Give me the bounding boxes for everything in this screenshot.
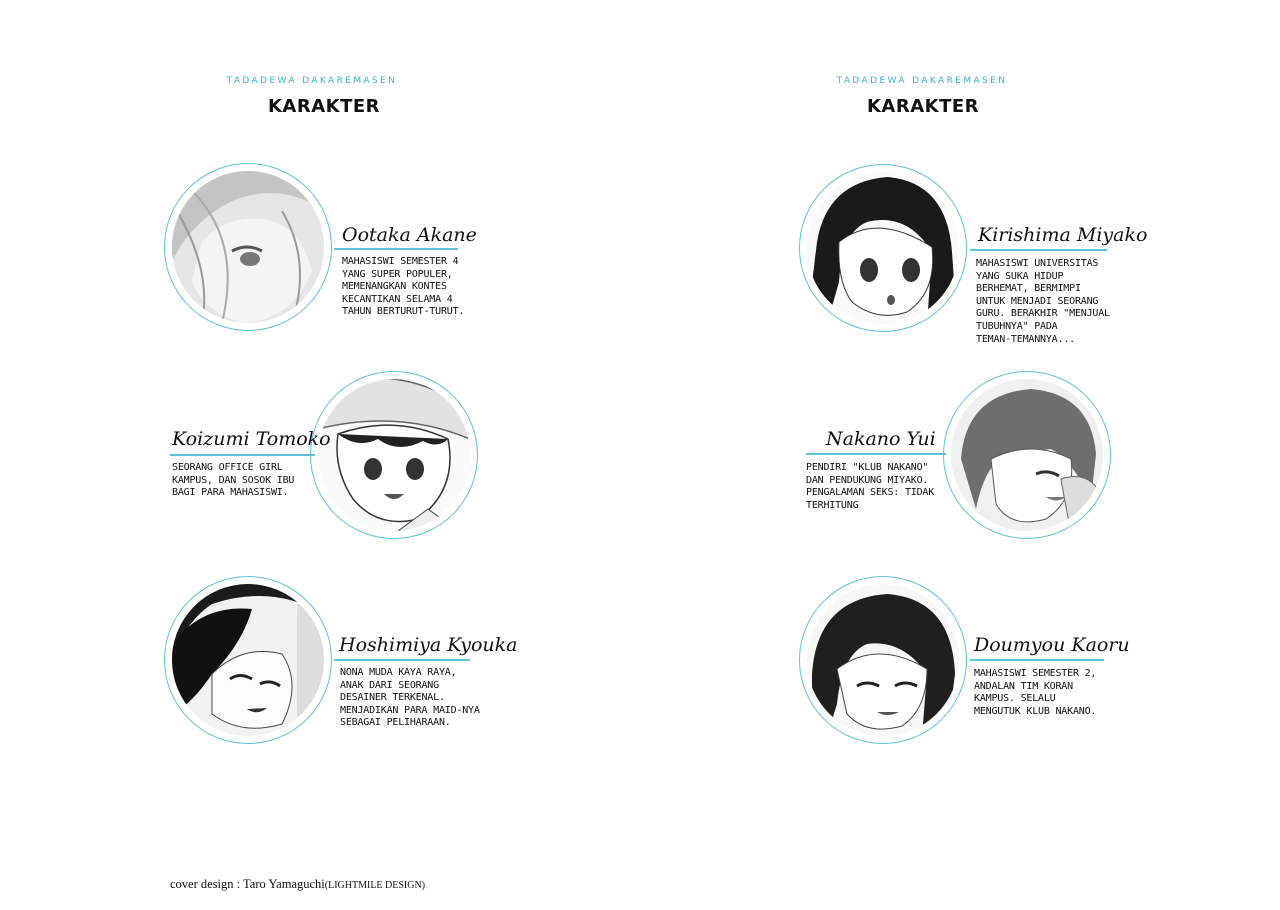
- right-page: [640, 0, 1280, 910]
- character-name: Hoshimiya Kyouka: [339, 634, 518, 656]
- portrait-nakano-yui: [943, 371, 1111, 539]
- character-description: MAHASISWI SEMESTER 2, ANDALAN TIM KORAN KAMPUS. SELALU MENGUTUK KLUB NAKANO.: [974, 668, 1097, 717]
- character-description: MAHASISWI SEMESTER 4 YANG SUPER POPULER, MEMENANGKAN KONTES KECANTIKAN SELAMA 4 TAHUN BERTURUT-TURUT.: [342, 256, 465, 318]
- character-description: MAHASISWI UNIVERSITAS YANG SUKA HIDUP BERHEMAT, BERMIMPI UNTUK MENJADI SEORANG GURU. BERAKHIR "MENJUAL TUBUHNYA" PADA TEMAN-TEMANNYA...: [976, 258, 1110, 345]
- character-name: Koizumi Tomoko: [172, 428, 331, 450]
- name-underline: [806, 453, 946, 455]
- credit-main: cover design : Taro Yamaguchi: [170, 877, 325, 891]
- name-underline: [170, 454, 315, 456]
- character-description: NONA MUDA KAYA RAYA, ANAK DARI SEORANG DESAINER TERKENAL. MENJADIKAN PARA MAID-NYA SEBAGAI PELIHARAAN.: [340, 667, 480, 729]
- character-name: Doumyou Kaoru: [974, 634, 1130, 656]
- portrait-doumyou-kaoru: [799, 576, 967, 744]
- character-description: PENDIRI "KLUB NAKANO" DAN PENDUKUNG MIYAKO. PENGALAMAN SEKS: TIDAK TERHITUNG: [806, 462, 935, 511]
- character-name: Ootaka Akane: [342, 224, 477, 246]
- character-description: SEORANG OFFICE GIRL KAMPUS, DAN SOSOK IBU BAGI PARA MAHASISWI.: [172, 462, 295, 499]
- character-name: Nakano Yui: [826, 428, 936, 450]
- page-heading: KARAKTER: [267, 96, 381, 117]
- page-heading: KARAKTER: [866, 96, 980, 117]
- portrait-ootaka-akane: [164, 163, 332, 331]
- name-underline: [970, 659, 1104, 661]
- cover-design-credit: [170, 877, 425, 892]
- portrait-kirishima-miyako: [799, 164, 967, 332]
- name-underline: [334, 659, 470, 661]
- name-underline: [970, 249, 1107, 251]
- name-underline: [334, 248, 458, 250]
- series-title: TADADEWA DAKAREMASEN: [836, 76, 1008, 86]
- credit-studio: (LIGHTMILE DESIGN): [324, 880, 426, 891]
- series-title: TADADEWA DAKAREMASEN: [226, 76, 398, 86]
- portrait-hoshimiya-kyouka: [164, 576, 332, 744]
- portrait-koizumi-tomoko: [310, 371, 478, 539]
- character-name: Kirishima Miyako: [978, 224, 1148, 246]
